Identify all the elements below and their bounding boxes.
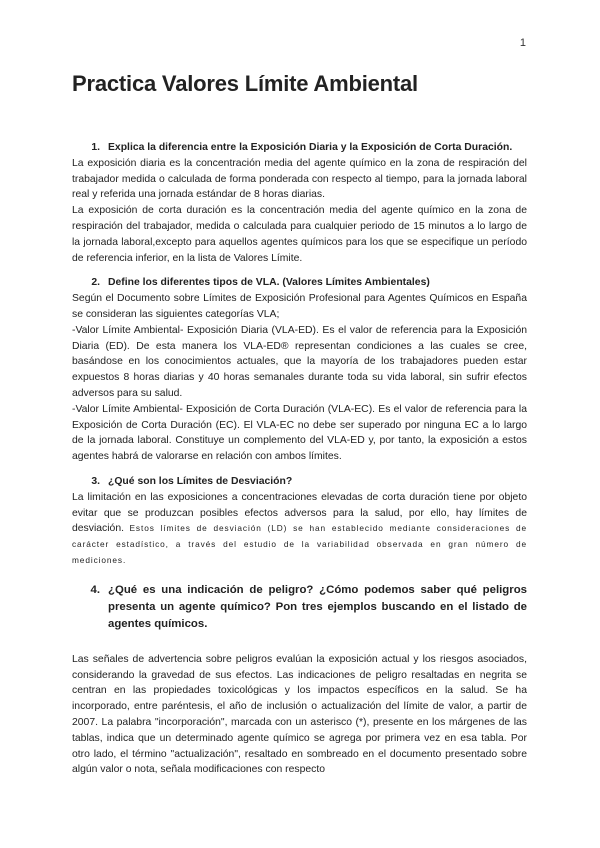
question-number: 2. xyxy=(91,277,100,289)
document-body xyxy=(72,140,527,778)
question-number: 3. xyxy=(91,475,100,487)
question-text: Explica la diferencia entre la Exposición Diaria y la Exposición de Corta Duración. xyxy=(108,142,513,153)
question-4 xyxy=(72,582,527,633)
answer-paragraph: Según el Documento sobre Límites de Exposición Profesional para Agentes Químicos en España se consideran las siguientes categorías VLA; xyxy=(72,293,527,320)
answer-paragraph: La exposición de corta duración es la concentración media del agente químico en la zona de respiración del trabajador, medida o calculada para cualquier periodo de 15 minutos a lo largo de la jornada laboral,excepto para aquellos agentes químicos para los que se especifique un período de referencia inferior, en la lista de Valores Límite. xyxy=(72,205,527,264)
question-text: ¿Qué son los Límites de Desviación? xyxy=(108,475,293,487)
answer-paragraph: La exposición diaria es la concentración media del agente químico en la zona de respiración del trabajador medida o calculada de forma ponderada con respecto al tiempo, para la jornada laboral real y referida una jornada estándar de 8 horas diarias. xyxy=(72,157,527,201)
question-1 xyxy=(72,140,527,156)
question-2 xyxy=(72,275,527,291)
page-title: Practica Valores Límite Ambiental xyxy=(72,71,418,96)
answer-paragraph: -Valor Límite Ambiental- Exposición de Corta Duración (VLA-EC). Es el valor de referencia para la Exposición de Corta Duración (EC). El VLA-EC no debe ser superado por ninguna EC a lo largo de la jornada laboral. Constituye un complemento del VLA-ED y, por tanto, la exposición a estos agentes habrá de valorarse en relación con ambos límites. xyxy=(72,403,527,463)
answer-small-text: Estos límites de desviación (LD) se han establecido mediante consideraciones de carácter estadístico, a través del estudio de la variabilidad observada en gran número de mediciones. xyxy=(72,523,527,565)
answer-paragraph: Las señales de advertencia sobre peligros evalúan la exposición actual y los riesgos asociados, considerando la gravedad de sus efectos. Las indicaciones de peligro resaltadas en negrita se centran en las propiedades toxicológicas y los impactos específicos en la salud. Se ha incorporado, entre paréntesis, el año de inclusión o actualización del límite de valor, a partir de 2007. La palabra "incorporación", marcada con un asterisco (*), presente en los márgenes de las tablas, indica que un determinado agente químico se agrega por primera vez en esa tabla. Por otro lado, el término "actualización", resaltado en sombreado en el documento presentado sobre algún valor o nota, señala modificaciones con respecto xyxy=(72,653,527,776)
question-text: Define los diferentes tipos de VLA. (Valores Límites Ambientales) xyxy=(108,277,430,289)
question-3 xyxy=(72,474,527,490)
answer-paragraph xyxy=(72,490,527,569)
question-number: 4. xyxy=(90,583,100,596)
page-number: 1 xyxy=(519,37,526,49)
question-number: 1. xyxy=(91,142,100,153)
answer-main-text: La limitación en las exposiciones a concentraciones elevadas de corta duración tiene por objeto evitar que se produzcan posibles efectos adversos para la salud, por ello, hay límites de desviación. xyxy=(72,491,527,535)
question-text: ¿Qué es una indicación de peligro? ¿Cómo podemos saber qué peligros presenta un agente químico? Pon tres ejemplos buscando en el listado de agentes químicos. xyxy=(108,583,527,630)
answer-paragraph: -Valor Límite Ambiental- Exposición Diaria (VLA-ED). Es el valor de referencia para la Exposición Diaria (ED). De esta manera los VLA-ED® representan condiciones a las cuales se cree, basándose en los conocimientos actuales, que la mayoría de los trabajadores pueden estar expuestos 8 horas diarias y 40 horas semanales durante toda su vida laboral, sin sufrir efectos adversos para su salud. xyxy=(72,324,527,399)
